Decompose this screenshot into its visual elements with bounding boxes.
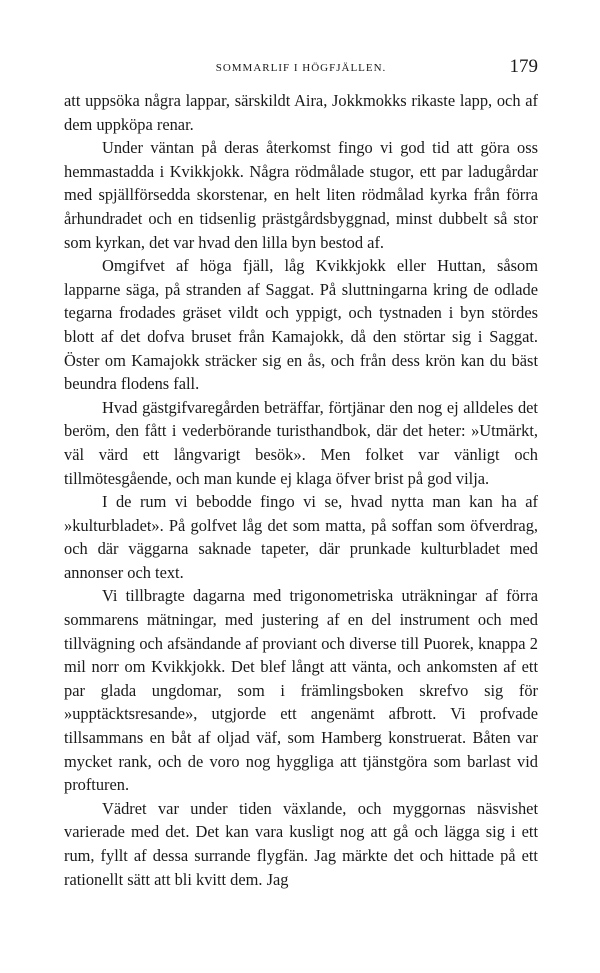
paragraph: Omgifvet af höga fjäll, låg Kvikkjokk eller Huttan, såsom lapparne säga, på stranden af Saggat. På sluttningarna kring de odlade tegarna frodades gräset vildt och yppigt, och tystnaden i byn stördes blott af det dofva bruset från Kamajokk, då den störtar sig i Saggat. Öster om Kamajokk sträcker sig en ås, och från dess krön kan du bäst beundra flodens fall. bbox=[64, 256, 538, 394]
paragraph: Hvad gästgifvaregården beträffar, förtjänar den nog ej alldeles det beröm, den fått i vederbörande turisthandbok, där det heter: »Utmärkt, väl värd ett långvarigt besök». Men folket var vänligt och tillmötesgående, och man kunde ej klaga öfver brist på god vilja. bbox=[64, 397, 538, 488]
page-number: 179 bbox=[509, 56, 538, 77]
page-header bbox=[64, 56, 538, 82]
paragraph: Under väntan på deras återkomst fingo vi god tid att göra oss hemmastadda i Kvikkjokk. Några rödmålade stugor, ett par ladugårdar med spjällförsedda skorstenar, en helt liten rödmålad kyrka från förra århundradet och en tidsenlig prästgårdsbyggnad, minst dubbelt så stor som kyrkan, det var hvad den lilla byn bestod af. bbox=[64, 138, 538, 252]
paragraph-continued: att uppsöka några lappar, särskildt Aira, Jokkmokks rikaste lapp, och af dem uppköpa renar. bbox=[64, 91, 538, 134]
running-title: SOMMARLIF I HÖGFJÄLLEN. bbox=[215, 62, 387, 74]
paragraph: Vädret var under tiden växlande, och myggornas näsvishet varierade med det. Det kan vara kusligt nog att gå och lägga sig i ett rum, fyllt af dessa surrande flygfän. Jag märkte det och hittade på ett rationellt sätt att bli kvitt dem. Jag bbox=[64, 798, 538, 889]
paragraph: I de rum vi bebodde fingo vi se, hvad nytta man kan ha af »kulturbladet». På golfvet låg det som matta, på soffan som öfverdrag, och där väggarna saknade tapeter, där prunkade kulturbladet med annonser och text. bbox=[64, 492, 538, 582]
paragraph: Vi tillbragte dagarna med trigonometriska uträkningar af förra sommarens mätningar, med justering af en del instrument och med tillvägning och afsändande af proviant och diverse till Puorek, knappa 2 mil norr om Kvikkjokk. Det blef långt att vänta, och ankomsten af ett par glada ungdomar, som i främlingsboken skrefvo sig för »upptäcktsresande», utgjorde ett angenämt afbrott. Vi profvade tillsammans en båt af oljad väf, som Hamberg konstruerat. Båten var mycket rank, och de voro nog hyggliga att tjänstgöra som barlast vid profturen. bbox=[64, 586, 538, 795]
body-text bbox=[64, 89, 538, 891]
